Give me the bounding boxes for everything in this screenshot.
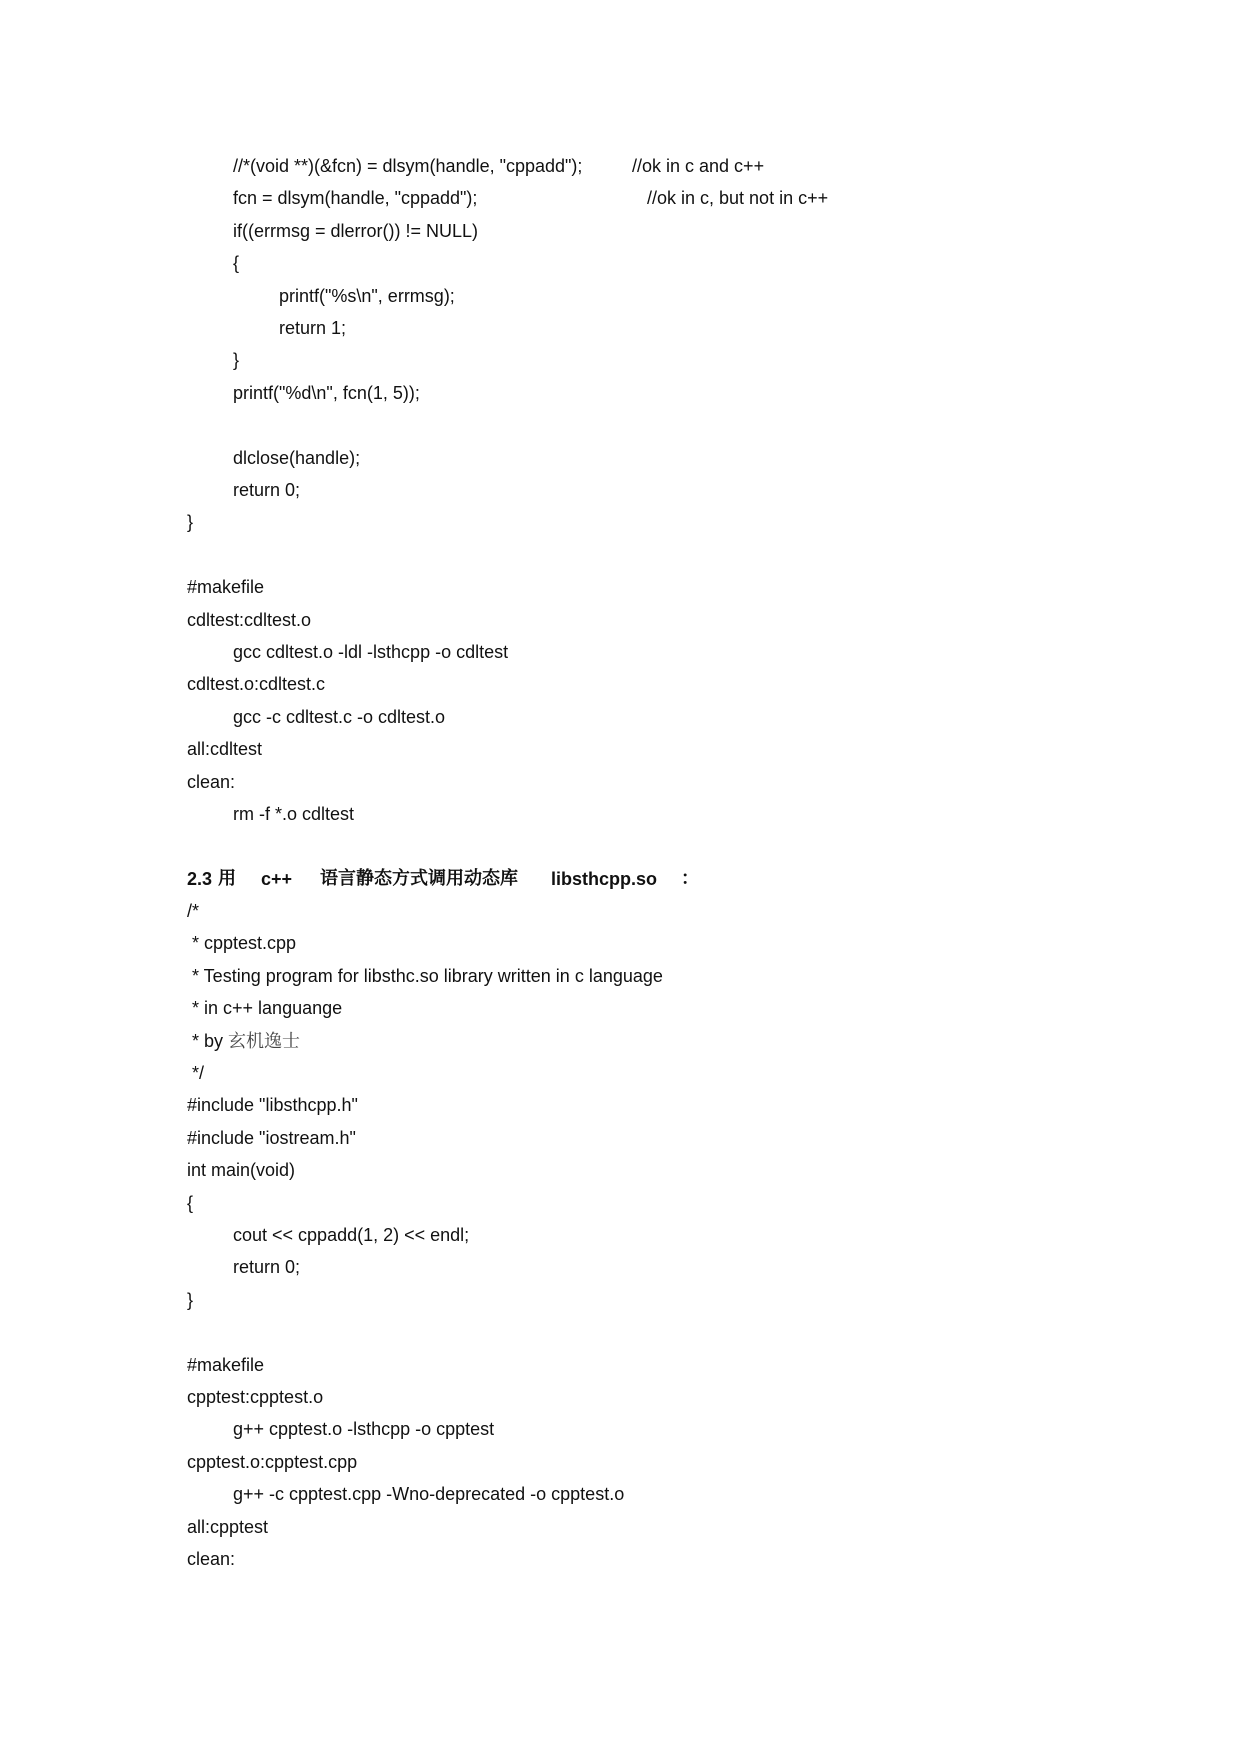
code-line: if((errmsg = dlerror()) != NULL) (233, 220, 479, 241)
code-line: clean: (187, 1549, 236, 1569)
code-line: { (187, 1192, 194, 1213)
code-line: } (187, 512, 194, 533)
code-comment: //ok in c and c++ (632, 156, 765, 176)
code-line: all:cdltest (187, 739, 263, 760)
heading-word: ： (681, 868, 699, 889)
code-line: printf("%s\n", errmsg); (279, 285, 455, 306)
code-line: clean: (187, 771, 236, 792)
code-line: gcc -c cdltest.c -o cdltest.o (233, 706, 446, 727)
code-line: g++ cpptest.o -lsthcpp -o cpptest (233, 1419, 495, 1440)
code-line: #include "libsthcpp.h" (187, 1095, 358, 1116)
heading-word: 用 (218, 868, 236, 889)
code-line: cdltest:cdltest.o (187, 609, 312, 630)
code-line: * Testing program for libsthc.so library written in c language (187, 965, 663, 986)
code-line: * in c++ languange (187, 998, 343, 1019)
code-line: cout << cppadd(1, 2) << endl; (233, 1225, 470, 1245)
code-line: int main(void) (187, 1160, 296, 1181)
code-line: /* (187, 901, 200, 921)
code-line: return 1; (279, 318, 347, 338)
code-line: cdltest.o:cdltest.c (187, 674, 326, 695)
code-line: return 0; (233, 480, 301, 500)
code-line: cpptest:cpptest.o (187, 1387, 324, 1407)
heading-word: c++ (261, 869, 293, 889)
section-heading (187, 868, 727, 892)
code-line: all:cpptest (187, 1516, 269, 1537)
code-line: return 0; (233, 1257, 301, 1278)
code-line: printf("%d\n", fcn(1, 5)); (233, 382, 420, 403)
code-line: { (233, 253, 240, 274)
code-line: * cpptest.cpp (187, 933, 297, 954)
code-comment: //ok in c, but not in c++ (647, 188, 829, 209)
code-line: fcn = dlsym(handle, "cppadd"); (233, 188, 478, 209)
heading-word: libsthcpp.so (551, 869, 658, 889)
code-line: //*(void **)(&fcn) = dlsym(handle, "cppadd"); (233, 156, 583, 176)
author-name: 玄机逸士 (228, 1030, 301, 1052)
code-line: */ (187, 1063, 205, 1083)
heading-word: 2.3 (187, 869, 213, 889)
code-line: cpptest.o:cpptest.cpp (187, 1451, 358, 1472)
code-line: * by 玄机逸士 (187, 1030, 301, 1052)
code-line: g++ -c cpptest.cpp -Wno-deprecated -o cpptest.o (233, 1484, 625, 1505)
code-line: } (187, 1289, 194, 1310)
code-line: #makefile (187, 577, 265, 598)
code-line: #include "iostream.h" (187, 1127, 356, 1148)
code-line: rm -f *.o cdltest (233, 804, 355, 824)
code-line: dlclose(handle); (233, 447, 361, 468)
code-line: #makefile (187, 1354, 265, 1375)
code-line: gcc cdltest.o -ldl -lsthcpp -o cdltest (233, 642, 509, 662)
code-line: } (233, 350, 240, 371)
heading-word: 语言静态方式调用动态库 (320, 868, 518, 889)
